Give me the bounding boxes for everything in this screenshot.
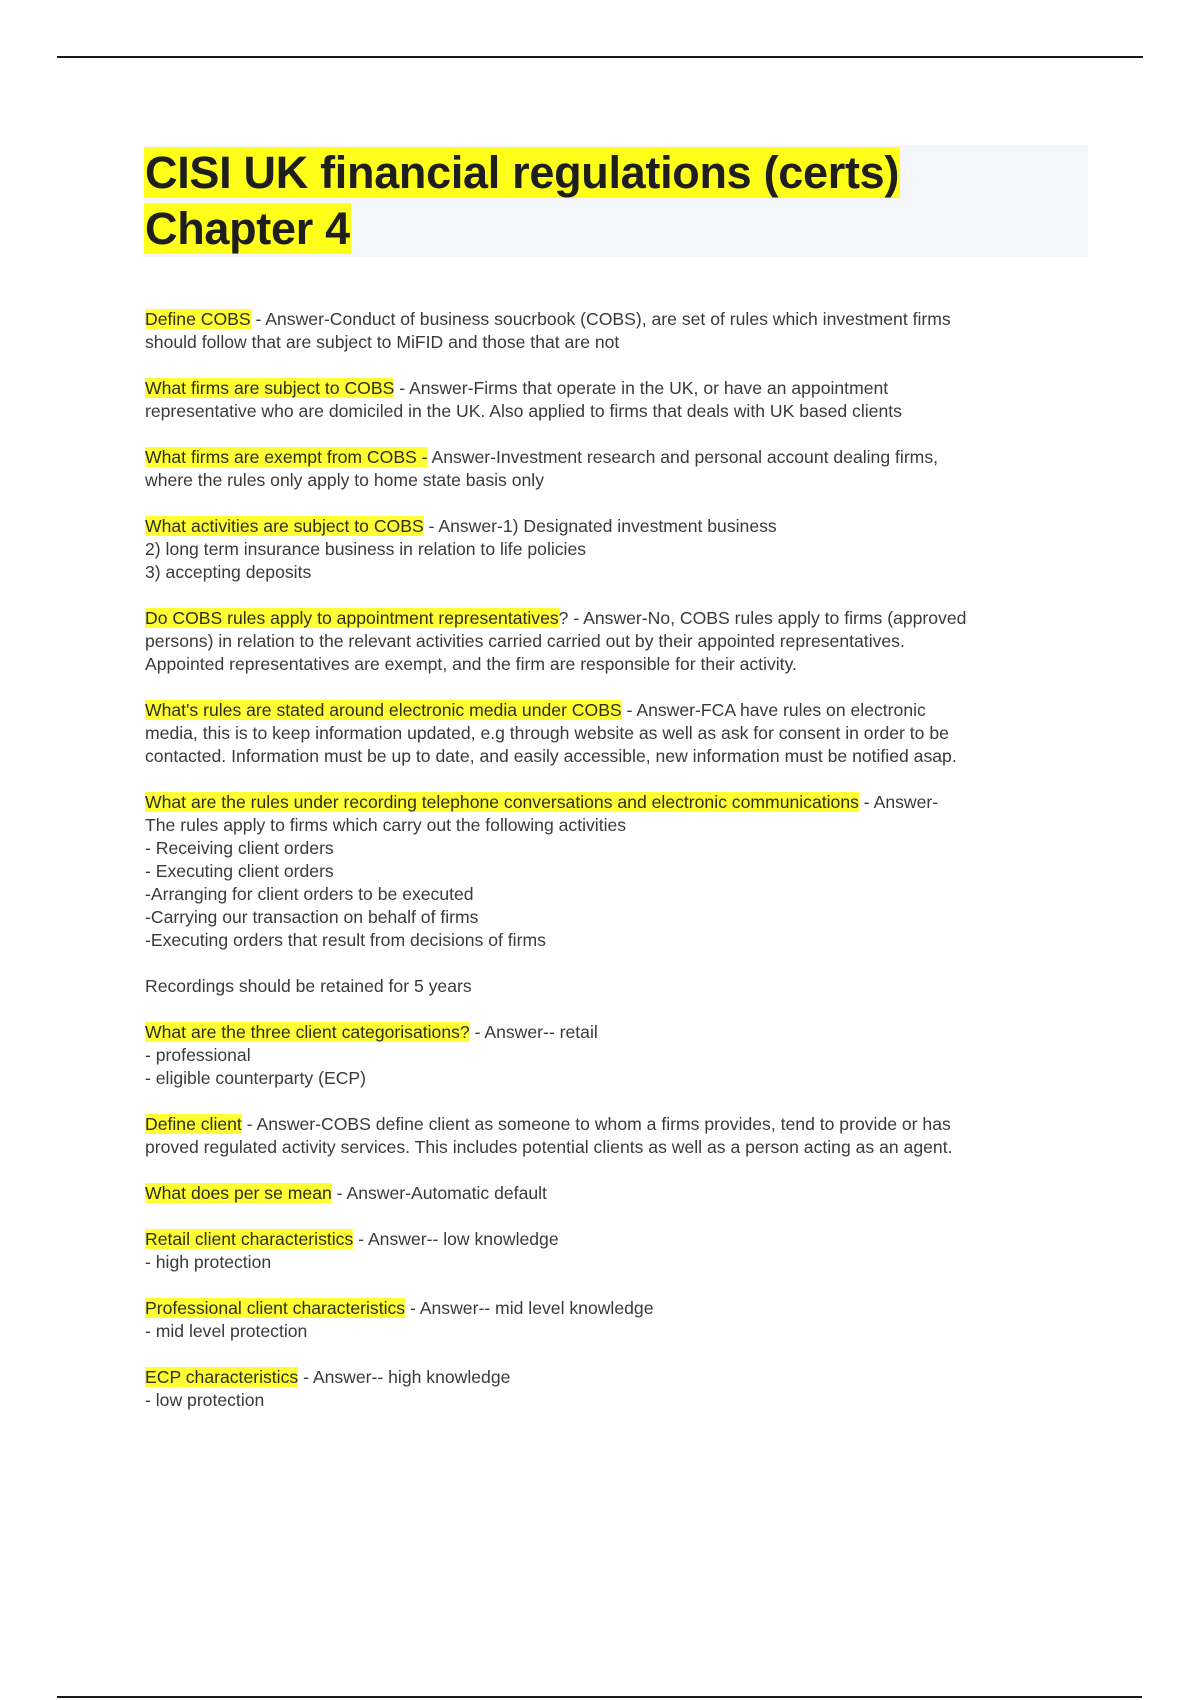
answer-line: - mid level protection (145, 1321, 308, 1341)
bottom-horizontal-rule (57, 1696, 1142, 1698)
answer-line: 3) accepting deposits (145, 562, 312, 582)
answer-text: Answer-FCA have rules on electronic (636, 700, 926, 720)
answer-line: contacted. Information must be up to date, and easily accessible, new information must be notified asap. (145, 746, 957, 766)
question-highlight: What are the rules under recording telephone conversations and electronic communications (145, 792, 859, 812)
qa-item: What firms are subject to COBS - Answer-Firms that operate in the UK, or have an appointment representative who are domiciled in the UK. Also applied to firms that deals with UK based clients (145, 377, 1095, 423)
top-horizontal-rule (57, 56, 1143, 58)
qa-item: Define client - Answer-COBS define client as someone to whom a firms provides, tend to provide or has proved regulated activity services. This includes potential clients as well as a person acting as an agent. (145, 1113, 1095, 1159)
qa-item: Professional client characteristics - Answer-- mid level knowledge - mid level protection (145, 1297, 1095, 1343)
question-highlight: Do COBS rules apply to appointment representatives (145, 608, 559, 628)
question-highlight: What activities are subject to COBS (145, 516, 424, 536)
answer-line: 2) long term insurance business in relation to life policies (145, 539, 587, 559)
question-highlight: What firms are subject to COBS (145, 378, 395, 398)
answer-text: Answer-Firms that operate in the UK, or have an appointment (409, 378, 889, 398)
question-highlight: Retail client characteristics (145, 1229, 354, 1249)
answer-text: Answer-Conduct of business soucrbook (COBS), are set of rules which investment firms (265, 309, 951, 329)
answer-text: Answer-- mid level knowledge (419, 1298, 654, 1318)
answer-text: Answer- (873, 792, 939, 812)
title-block (144, 145, 1088, 257)
question-highlight: What does per se mean (145, 1183, 332, 1203)
question-highlight: What are the three client categorisations? (145, 1022, 470, 1042)
qa-item: What does per se mean - Answer-Automatic default (145, 1183, 547, 1203)
qa-item: What are the rules under recording telephone conversations and electronic communications - Answer- The rules apply to firms which carry out the following activities - Receiving client orders - Executing client orders -Arranging for client orders to be executed -Carrying our transaction on behalf of firms -Executing orders that result from decisions of firms (145, 791, 1095, 952)
answer-line: where the rules only apply to home state basis only (145, 470, 545, 490)
answer-line: persons) in relation to the relevant activities carried carried out by their appointed representatives. (145, 631, 905, 651)
question-highlight: What firms are exempt from COBS - (145, 447, 428, 467)
qa-item (145, 446, 1095, 492)
qa-item: What's rules are stated around electronic media under COBS - Answer-FCA have rules on electronic media, this is to keep information updated, e.g through website as well as ask for consent in order to be contacted. Information must be up to date, and easily accessible, new information must be notified asap. (145, 699, 1095, 768)
qa-content (145, 308, 1095, 1435)
recordings-note: Recordings should be retained for 5 years (145, 976, 472, 996)
qa-item: Do COBS rules apply to appointment representatives? - Answer-No, COBS rules apply to firms (approved persons) in relation to the relevant activities carried carried out by their appointed representatives. Appointed representatives are exempt, and the firm are responsible for their activity. (145, 607, 1095, 676)
question-highlight: ECP characteristics (145, 1367, 299, 1387)
qa-item: What activities are subject to COBS - Answer-1) Designated investment business 2) long term insurance business in relation to life policies 3) accepting deposits (145, 515, 1095, 584)
answer-line: representative who are domiciled in the UK. Also applied to firms that deals with UK based clients (145, 401, 902, 421)
answer-line: -Executing orders that result from decisions of firms (145, 930, 546, 950)
answer-line: - low protection (145, 1390, 265, 1410)
qa-item: ECP characteristics - Answer-- high knowledge - low protection (145, 1366, 1095, 1412)
answer-line: - Executing client orders (145, 861, 334, 881)
answer-text: Answer-Automatic default (346, 1183, 547, 1203)
answer-line: -Carrying our transaction on behalf of firms (145, 907, 479, 927)
question-highlight: Professional client characteristics (145, 1298, 406, 1318)
answer-text: Answer-1) Designated investment business (438, 516, 777, 536)
question-highlight: Define COBS (145, 309, 251, 329)
qa-item: Retail client characteristics - Answer-- low knowledge - high protection (145, 1228, 1095, 1274)
answer-line: - high protection (145, 1252, 272, 1272)
page-title (144, 145, 1088, 257)
answer-text: Answer-No, COBS rules apply to firms (approved (583, 608, 967, 628)
answer-text: Answer-- high knowledge (312, 1367, 511, 1387)
answer-line: -Arranging for client orders to be executed (145, 884, 474, 904)
answer-line: - Receiving client orders (145, 838, 334, 858)
answer-text: Answer-Investment research and personal account dealing firms, (431, 447, 939, 467)
question-highlight: What's rules are stated around electronic media under COBS (145, 700, 622, 720)
answer-text: Answer-- low knowledge (367, 1229, 559, 1249)
answer-line: proved regulated activity services. This includes potential clients as well as a person acting as an agent. (145, 1137, 953, 1157)
answer-line: The rules apply to firms which carry out the following activities (145, 815, 627, 835)
answer-line: should follow that are subject to MiFID and those that are not (145, 332, 620, 352)
title-line-2: Chapter 4 (145, 203, 350, 254)
answer-line: media, this is to keep information updated, e.g through website as well as ask for consent in order to be (145, 723, 949, 743)
answer-text: Answer-COBS define client as someone to whom a firms provides, tend to provide or has (256, 1114, 951, 1134)
answer-line: Appointed representatives are exempt, and the firm are responsible for their activity. (145, 654, 797, 674)
answer-text: Answer-- retail (484, 1022, 598, 1042)
qa-item: What are the three client categorisations? - Answer-- retail - professional - eligible counterparty (ECP) (145, 1021, 1095, 1090)
answer-line: - eligible counterparty (ECP) (145, 1068, 366, 1088)
qa-item: Define COBS - Answer-Conduct of business soucrbook (COBS), are set of rules which investment firms should follow that are subject to MiFID and those that are not (145, 308, 1095, 354)
answer-line: - professional (145, 1045, 251, 1065)
title-line-1: CISI UK financial regulations (certs) (145, 147, 900, 198)
question-highlight: Define client (145, 1114, 242, 1134)
